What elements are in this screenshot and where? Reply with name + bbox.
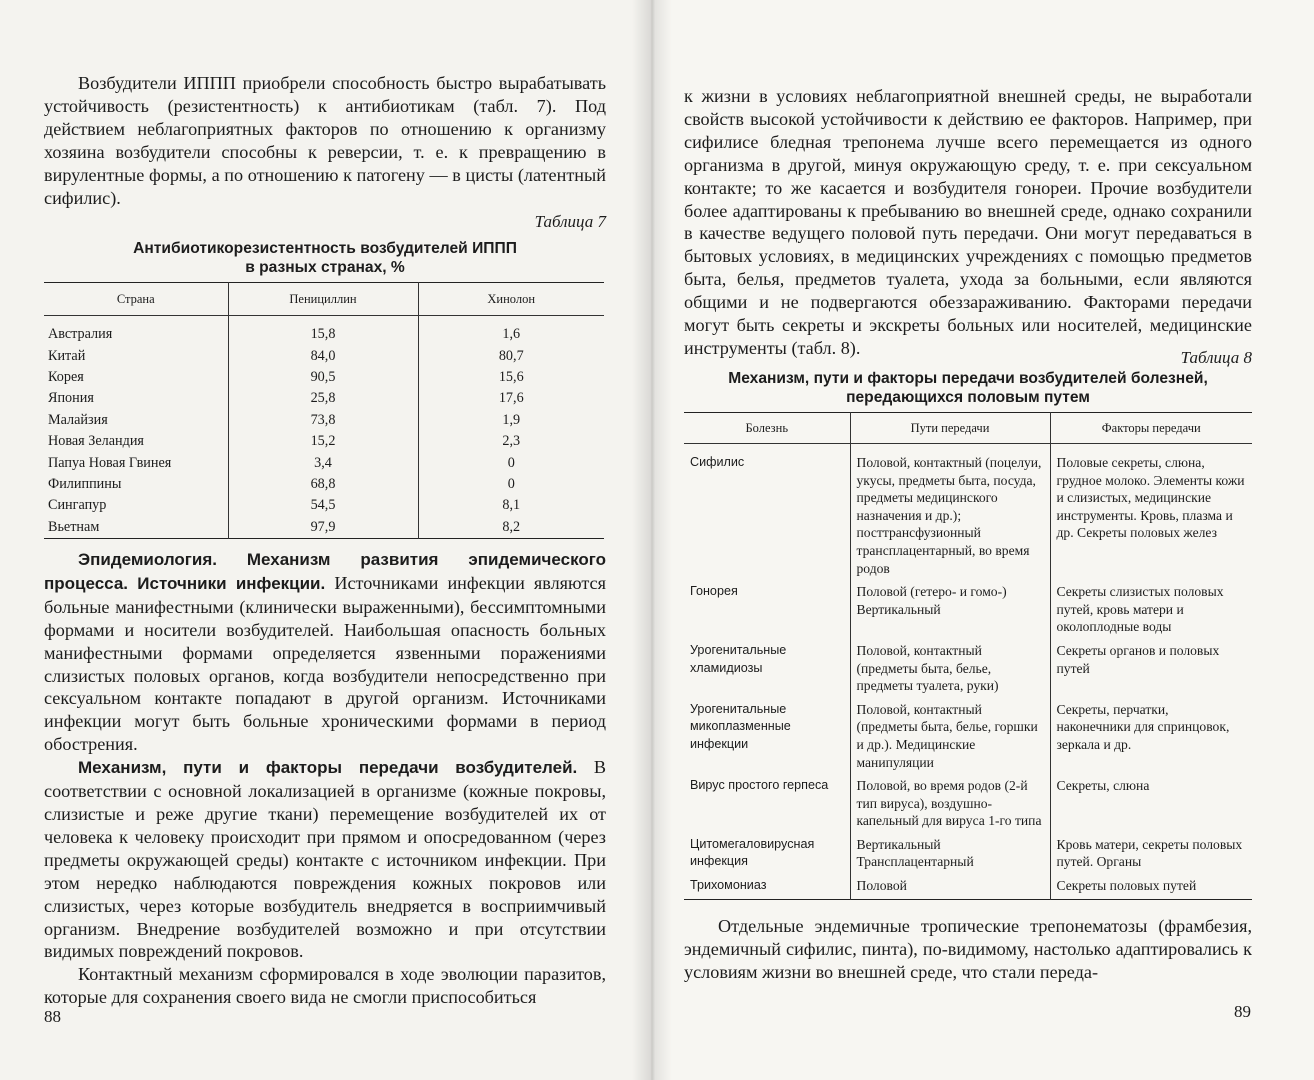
penicillin-cell: 15,2: [228, 431, 418, 452]
factors-cell: Секреты слизистых половых путей, кровь матери и околоплодные воды: [1056, 584, 1224, 635]
quinolone-cell: 1,6: [502, 326, 521, 343]
country-cell: Малайзия: [44, 410, 228, 431]
table-row: [684, 699, 1252, 775]
penicillin-cell: 54,5: [228, 495, 418, 516]
epidemiology-text: Источниками инфекции являются больные манифестными (клинически выраженными), бессимптомными формами и носители возбудителей. Наибольшая опасность больных манифестными формами определяется язвенными поражениями слизистых половых органов, когда возбудители непосредственно при сексуальном контакте попадают в другой организм. Источниками инфекции могут быть больные хроническими формами в период обострения.: [44, 572, 606, 755]
table7-label: Таблица 7: [534, 212, 606, 231]
table-row: [44, 367, 604, 388]
table-row: [44, 431, 604, 452]
factors-cell: Секреты, слюна: [1056, 778, 1150, 794]
penicillin-cell: 3,4: [228, 452, 418, 473]
factors-cell: Секреты органов и половых путей: [1056, 642, 1220, 676]
table-row: [44, 495, 604, 516]
country-cell: Австралия: [44, 316, 228, 346]
table8-header-disease: Болезнь: [684, 413, 850, 444]
factors-cell: Половые секреты, слюна, грудное молоко. Элементы кожи и слизистых, медицинские инструменты. Кровь, плазма и др. Секреты половых желез: [1056, 455, 1245, 541]
table-row: [44, 517, 604, 539]
quinolone-cell: 2,3: [502, 433, 521, 450]
routes-cell: Половой: [850, 875, 1050, 899]
quinolone-cell: 17,6: [498, 390, 524, 407]
routes-cell: Половой (гетеро- и гомо-) Вертикальный: [850, 581, 1050, 640]
right-top-paragraph: к жизни в условиях неблагоприятной внешней среды, не выработали свойств высокой устойчивости к действию ее факторов. Например, при сифилисе бледная трепонема лучше всего перемещается из одного организма в другой, минуя окружающую среду, т. е. при сексуальном контакте; то же касается и возбудителя гонореи. Прочие возбудители более адаптированы к пребыванию во внешней среде, однако сохранили в качестве ведущего половой путь передачи. Они могут передаваться в бытовых условиях, в медицинских учреждениях с помощью предметов быта, белья, предметов туалета, ухода за больными, если являются общими и не подвергаются обеззараживанию. Факторами передачи могут быть секреты и экскреты больных или носителей, медицинские инструменты (табл. 8).: [684, 86, 1252, 358]
table-row: [44, 474, 604, 495]
page-number-left: 88: [44, 1007, 61, 1026]
table8: [684, 412, 1252, 900]
table-row: [684, 775, 1252, 834]
disease-cell: Гонорея: [684, 581, 850, 640]
table8-title-line1: Механизм, пути и факторы передачи возбудителей болезней,: [728, 370, 1208, 387]
table7: [44, 282, 604, 539]
table8-label: Таблица 8: [1180, 348, 1252, 367]
quinolone-cell: 15,6: [498, 368, 524, 385]
table8-title: [684, 369, 1252, 407]
disease-cell: Сифилис: [684, 444, 850, 582]
country-cell: Филиппины: [44, 474, 228, 495]
epidemiology-heading: Эпидемиология. Механизм развития эпидемического процесса. Источники инфекции.: [44, 550, 606, 593]
routes-cell: Половой, контактный (поцелуи, укусы, предметы быта, посуда, предметы медицинского назначения и др.); посттрансфузионный трансплацентарный, во время родов: [850, 444, 1050, 582]
routes-cell: Половой, во время родов (2-й тип вируса), воздушно-капельный для вируса 1-го типа: [850, 775, 1050, 834]
table-row: [684, 834, 1252, 875]
table-row: [44, 345, 604, 366]
routes-cell: Вертикальный Трансплацентарный: [850, 834, 1050, 875]
table-row: [684, 444, 1252, 582]
mechanism-heading: Механизм, пути и факторы передачи возбудителей.: [78, 758, 578, 778]
country-cell: Китай: [44, 345, 228, 366]
table-row: [44, 452, 604, 473]
penicillin-cell: 68,8: [228, 474, 418, 495]
table-row: [44, 410, 604, 431]
quinolone-cell: 0: [507, 454, 515, 471]
country-cell: Папуа Новая Гвинея: [44, 452, 228, 473]
penicillin-cell: 84,0: [228, 345, 418, 366]
quinolone-cell: 8,1: [502, 497, 521, 514]
page-number-right: 89: [1234, 1002, 1251, 1021]
table8-header-factors: Факторы передачи: [1050, 413, 1252, 444]
table8-header-routes: Пути передачи: [850, 413, 1050, 444]
quinolone-cell: 80,7: [498, 347, 524, 364]
mechanism-paragraph: [44, 756, 606, 963]
penicillin-cell: 90,5: [228, 367, 418, 388]
quinolone-cell: 0: [507, 475, 515, 492]
country-cell: Корея: [44, 367, 228, 388]
factors-cell: Кровь матери, секреты половых путей. Органы: [1056, 836, 1243, 870]
right-bottom-text: [684, 915, 1252, 984]
disease-cell: Урогенитальные микоплазменные инфекции: [684, 699, 850, 775]
country-cell: Новая Зеландия: [44, 431, 228, 452]
table-row: [44, 316, 604, 346]
disease-cell: Трихомониаз: [684, 875, 850, 899]
table-row: [44, 388, 604, 409]
table-row: [684, 581, 1252, 640]
table7-title-line2: в разных странах, %: [245, 259, 405, 276]
left-page: [0, 0, 650, 1080]
disease-cell: Вирус простого герпеса: [684, 775, 850, 834]
penicillin-cell: 15,8: [228, 316, 418, 346]
disease-cell: Урогенитальные хламидиозы: [684, 640, 850, 699]
epidemiology-paragraph: [44, 548, 606, 756]
table7-header-row: [44, 283, 604, 316]
right-top-text: [684, 85, 1252, 360]
epidemiology-section: [44, 548, 606, 1009]
country-cell: Япония: [44, 388, 228, 409]
country-cell: Сингапур: [44, 495, 228, 516]
table7-title-line1: Антибиотикорезистентность возбудителей ИППП: [133, 240, 517, 257]
factors-cell: Секреты половых путей: [1056, 878, 1197, 894]
factors-cell: Секреты, перчатки, наконечники для спринцовок, зеркала и др.: [1056, 701, 1230, 752]
penicillin-cell: 25,8: [228, 388, 418, 409]
disease-cell: Цитомегаловирусная инфекция: [684, 834, 850, 875]
contact-paragraph: Контактный механизм сформировался в ходе эволюции паразитов, которые для сохранения своего вида не смогли приспособиться: [44, 964, 606, 1008]
penicillin-cell: 73,8: [228, 410, 418, 431]
right-bottom-paragraph: Отдельные эндемичные тропические трепонематозы (фрамбезия, эндемичный сифилис, пинта), по-видимому, настолько адаптировались к условиям жизни во внешней среде, что стали переда-: [684, 916, 1252, 982]
intro-text: [44, 72, 606, 209]
quinolone-cell: 1,9: [502, 411, 521, 428]
quinolone-cell: 8,2: [502, 518, 521, 535]
table7-header-quinolone: Хинолон: [418, 283, 604, 316]
routes-cell: Половой, контактный (предметы быта, белье, предметы туалета, руки): [850, 640, 1050, 699]
table8-title-line2: передающихся половым путем: [846, 389, 1090, 406]
table7-title: [44, 239, 606, 277]
intro-paragraph: Возбудители ИППП приобрели способность быстро вырабатывать устойчивость (резистентность) к антибиотикам (табл. 7). Под действием неблагоприятных факторов по отношению к организму хозяина возбудители способны к реверсии, т. е. к превращению в вирулентные формы, а по отношению к патогену — в цисты (латентный сифилис).: [44, 73, 606, 208]
table8-header-row: [684, 413, 1252, 444]
table7-header-country: Страна: [44, 283, 228, 316]
mechanism-text: В соответствии с основной локализацией в организме (кожные покровы, слизистые и реже другие ткани) перемещение возбудителей их от человека к человеку происходит при прямом и опосредованном (через предметы окружающей среды) контакте с источником инфекции. При этом нередко наблюдаются повреждения кожных покровов или слизистых, через которые возбудитель внедряется в восприимчивый организм. Внедрение возбудителей возможно и при отсутствии видимых повреждений покровов.: [44, 757, 607, 962]
routes-cell: Половой, контактный (предметы быта, белье, горшки и др.). Медицинские манипуляции: [850, 699, 1050, 775]
table-row: [684, 640, 1252, 699]
table-row: [684, 875, 1252, 899]
penicillin-cell: 97,9: [228, 517, 418, 539]
country-cell: Вьетнам: [44, 517, 228, 539]
table7-header-penicillin: Пенициллин: [228, 283, 418, 316]
